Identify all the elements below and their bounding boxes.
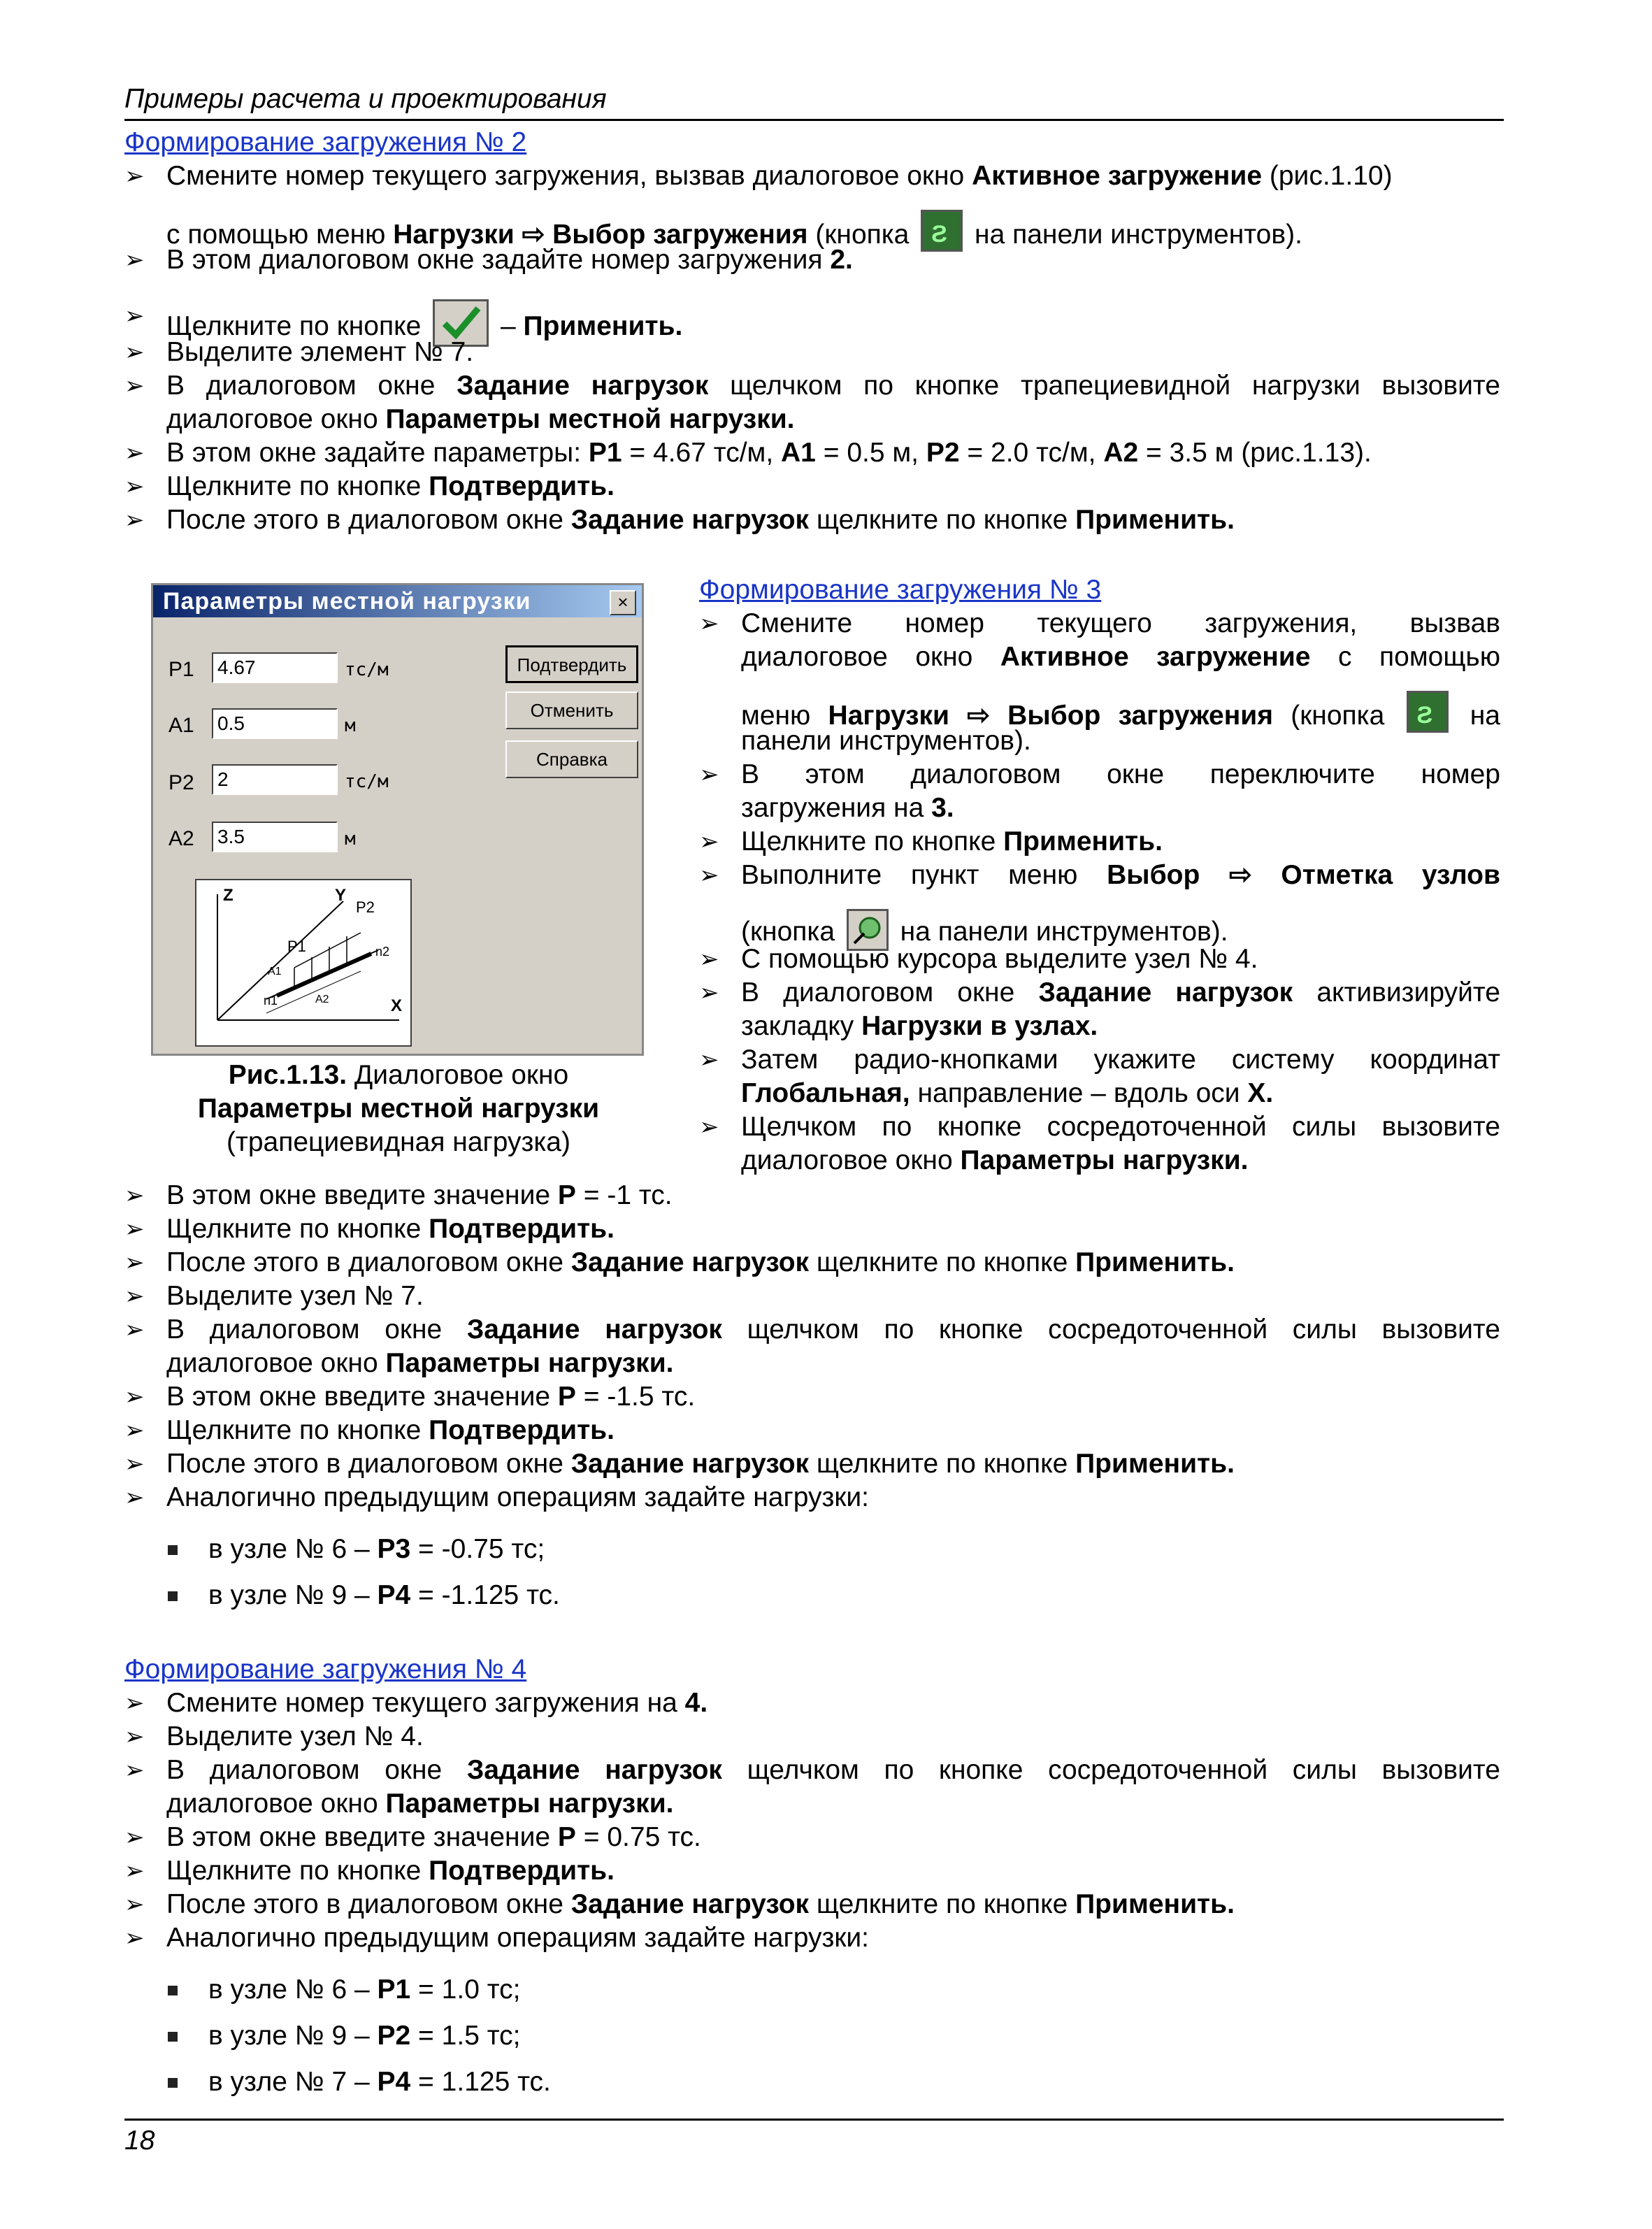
- bullet-arrow: ➢: [699, 829, 719, 855]
- bullet-arrow: ➢: [124, 440, 145, 466]
- bullet-arrow: ➢: [124, 1317, 145, 1343]
- p1-label: P1: [287, 938, 306, 955]
- sec2-item-3: Щелкните по кнопке – Применить.: [166, 299, 682, 347]
- bullet-arrow: ➢: [699, 1114, 719, 1140]
- sec3-item-6: В диалоговом окне Задание нагрузок активизируйте: [741, 977, 1501, 1008]
- sec3b-item-5: В диалоговом окне Задание нагрузок щелчком по кнопке сосредоточенной силы вызовите: [166, 1314, 1500, 1345]
- sec2-item-8: После этого в диалоговом окне Задание нагрузок щелкните по кнопке Применить.: [166, 505, 1235, 535]
- sec3-item-1-cont: диалоговое окно Активное загружение с помощью: [741, 642, 1500, 672]
- sec2-item-7: Щелкните по кнопке Подтвердить.: [166, 471, 615, 501]
- sec3-item-1-cont2: меню Нагрузки ⇨ Выбор загружения (кнопка Ƨ на: [741, 691, 1500, 733]
- sec3-item-4-cont: (кнопка на панели инструментов).: [741, 909, 1228, 951]
- bullet-arrow: ➢: [699, 610, 719, 637]
- sec3-item-5: С помощью курсора выделите узел № 4.: [741, 944, 1258, 974]
- local-load-dialog: [151, 583, 644, 1056]
- sec3b-sub-1: в узле № 6 – P3 = -0.75 тс;: [208, 1534, 545, 1564]
- p2-unit: тс/м: [345, 771, 389, 792]
- running-header: Примеры расчета и проектирования: [124, 84, 607, 114]
- a1-label: A1: [268, 966, 282, 977]
- sec4-item-4: В этом окне введите значение P = 0.75 тс.: [166, 1822, 701, 1852]
- bullet-arrow: ➢: [699, 980, 719, 1006]
- sec3-item-8: Щелчком по кнопке сосредоточенной силы вызовите: [741, 1112, 1500, 1142]
- bullet-arrow: ➢: [124, 1384, 145, 1410]
- p2-input[interactable]: 2: [212, 764, 338, 795]
- bullet-arrow: ➢: [124, 1484, 145, 1511]
- sec3-item-3: Щелкните по кнопке Применить.: [741, 826, 1163, 857]
- footer-rule: [124, 2119, 1504, 2121]
- bullet-arrow: ➢: [124, 247, 145, 273]
- sec4-item-6: После этого в диалоговом окне Задание нагрузок щелкните по кнопке Применить.: [166, 1889, 1235, 1919]
- sec4-item-5: Щелкните по кнопке Подтвердить.: [166, 1856, 615, 1886]
- bullet-arrow: ➢: [699, 946, 719, 973]
- a1-input[interactable]: 0.5: [212, 708, 338, 739]
- axis-z-label: Z: [223, 886, 234, 905]
- bullet-arrow: ➢: [124, 473, 145, 500]
- sec4-sub-1: в узле № 6 – P1 = 1.0 тс;: [208, 1974, 521, 2005]
- bullet-arrow: ➢: [124, 1216, 145, 1242]
- sec2-item-5: В диалоговом окне Задание нагрузок щелчком по кнопке трапециевидной нагрузки вызовите: [166, 371, 1500, 401]
- sec3b-sub-2: в узле № 9 – P4 = -1.125 тс.: [208, 1580, 560, 1610]
- bullet-arrow: ➢: [124, 1451, 145, 1477]
- figure-caption-line3: (трапециевидная нагрузка): [227, 1127, 570, 1157]
- field-label-a2: A2: [168, 827, 194, 850]
- a1-unit: м: [345, 715, 356, 736]
- sec3-item-6-cont: закладку Нагрузки в узлах.: [741, 1011, 1098, 1041]
- axis-y-label: Y: [335, 886, 347, 905]
- figure-caption-line1: Рис.1.13. Диалоговое окно: [228, 1060, 569, 1090]
- bullet-arrow: ➢: [124, 1690, 145, 1716]
- section-4-heading[interactable]: Формирование загружения № 4: [124, 1654, 527, 1684]
- bullet-arrow: ➢: [699, 862, 719, 889]
- bullet-arrow: ➢: [124, 303, 145, 329]
- bullet-arrow: ➢: [124, 1858, 145, 1884]
- bullet-arrow: ➢: [124, 1757, 145, 1784]
- a2-label: A2: [315, 994, 329, 1005]
- sec3-item-1-cont3: панели инструментов).: [741, 726, 1031, 756]
- sec2-item-1-cont: с помощью меню Нагрузки ⇨ Выбор загружения (кнопка Ƨ на панели инструментов).: [166, 210, 1302, 252]
- p2-label: P2: [356, 898, 375, 916]
- load-scheme-diagram: [195, 879, 412, 1047]
- sec3b-item-5-cont: диалоговое окно Параметры нагрузки.: [166, 1348, 674, 1378]
- bullet-arrow: ➢: [124, 1824, 145, 1851]
- sec3b-item-1: В этом окне введите значение P = -1 тс.: [166, 1180, 673, 1210]
- sec3b-item-8: После этого в диалоговом окне Задание нагрузок щелкните по кнопке Применить.: [166, 1449, 1235, 1479]
- bullet-arrow: ➢: [124, 163, 145, 189]
- sec3-item-1: Смените номер текущего загружения, вызвав: [741, 608, 1500, 638]
- close-icon[interactable]: ×: [610, 590, 636, 615]
- bullet-square: [168, 2032, 178, 2042]
- bullet-square: [168, 1986, 178, 1995]
- field-label-a1: A1: [168, 714, 194, 737]
- header-rule: [124, 119, 1504, 121]
- bullet-arrow: ➢: [124, 1891, 145, 1918]
- confirm-button[interactable]: Подтвердить: [505, 645, 638, 683]
- sec3b-item-7: Щелкните по кнопке Подтвердить.: [166, 1415, 615, 1445]
- sec3-item-8-cont: диалоговое окно Параметры нагрузки.: [741, 1145, 1249, 1175]
- sec2-item-6: В этом окне задайте параметры: P1 = 4.67 тс/м, A1 = 0.5 м, P2 = 2.0 тс/м, A2 = 3.5 м (рис.1.13).: [166, 438, 1372, 468]
- field-label-p2: P2: [168, 771, 194, 794]
- dialog-title: Параметры местной нагрузки: [153, 585, 642, 617]
- field-label-p1: P1: [168, 658, 194, 681]
- load-selection-icon[interactable]: Ƨ: [1407, 691, 1449, 733]
- bullet-arrow: ➢: [699, 761, 719, 788]
- sec3b-item-4: Выделите узел № 7.: [166, 1281, 424, 1311]
- bullet-arrow: ➢: [124, 507, 145, 533]
- bullet-arrow: ➢: [124, 1283, 145, 1310]
- bullet-arrow: ➢: [124, 373, 145, 399]
- sec2-item-4: Выделите элемент № 7.: [166, 337, 474, 367]
- bullet-square: [168, 1545, 178, 1555]
- sec3-item-7-cont: Глобальная, направление – вдоль оси X.: [741, 1078, 1274, 1108]
- sec3b-item-2: Щелкните по кнопке Подтвердить.: [166, 1214, 615, 1244]
- sec2-item-1: Смените номер текущего загружения, вызвав диалоговое окно Активное загружение (рис.1.10): [166, 161, 1393, 191]
- n2-label: n2: [375, 945, 390, 959]
- sec4-item-7: Аналогично предыдущим операциям задайте нагрузки:: [166, 1923, 870, 1953]
- axis-x-label: X: [391, 996, 403, 1015]
- sec4-item-3-cont: диалоговое окно Параметры нагрузки.: [166, 1789, 674, 1819]
- sec3-item-7: Затем радио-кнопками укажите систему координат: [741, 1045, 1500, 1075]
- cancel-button[interactable]: Отменить: [505, 691, 638, 729]
- sec4-sub-2: в узле № 9 – P2 = 1.5 тс;: [208, 2021, 521, 2051]
- sec3-item-2: В этом диалоговом окне переключите номер: [741, 759, 1500, 789]
- sec3b-item-6: В этом окне введите значение P = -1.5 тс.: [166, 1382, 696, 1412]
- n1-label: n1: [264, 994, 278, 1008]
- bullet-arrow: ➢: [124, 1723, 145, 1750]
- section-3-heading[interactable]: Формирование загружения № 3: [699, 575, 1102, 605]
- bullet-arrow: ➢: [699, 1047, 719, 1073]
- bullet-arrow: ➢: [124, 339, 145, 366]
- bullet-arrow: ➢: [124, 1182, 145, 1209]
- bullet-arrow: ➢: [124, 1925, 145, 1951]
- p1-input[interactable]: 4.67: [212, 652, 338, 683]
- sec4-item-3: В диалоговом окне Задание нагрузок щелчком по кнопке сосредоточенной силы вызовите: [166, 1755, 1500, 1785]
- page-number: 18: [124, 2126, 155, 2156]
- section-2-heading[interactable]: Формирование загружения № 2: [124, 127, 527, 157]
- a2-input[interactable]: 3.5: [212, 822, 338, 852]
- sec3-item-4: Выполните пункт меню Выбор ⇨ Отметка узлов: [741, 860, 1500, 890]
- bullet-square: [168, 1591, 178, 1601]
- sec3b-item-9: Аналогично предыдущим операциям задайте нагрузки:: [166, 1482, 870, 1512]
- sec2-item-2: В этом диалоговом окне задайте номер загружения 2.: [166, 245, 853, 275]
- a2-unit: м: [345, 829, 356, 850]
- sec3b-item-3: После этого в диалоговом окне Задание нагрузок щелкните по кнопке Применить.: [166, 1247, 1235, 1277]
- sec2-item-5-cont: диалоговое окно Параметры местной нагрузки.: [166, 404, 795, 434]
- bullet-arrow: ➢: [124, 1417, 145, 1444]
- sec4-item-1: Смените номер текущего загружения на 4.: [166, 1688, 708, 1718]
- figure-caption-line2: Параметры местной нагрузки: [197, 1094, 600, 1124]
- sec4-sub-3: в узле № 7 – P4 = 1.125 тс.: [208, 2067, 551, 2097]
- sec4-item-2: Выделите узел № 4.: [166, 1721, 424, 1751]
- bullet-arrow: ➢: [124, 1249, 145, 1276]
- sec3-item-2-cont: загружения на 3.: [741, 793, 954, 823]
- help-button[interactable]: Справка: [505, 740, 638, 778]
- bullet-square: [168, 2078, 178, 2088]
- p1-unit: тс/м: [345, 659, 389, 680]
- load-selection-icon[interactable]: Ƨ: [921, 210, 963, 252]
